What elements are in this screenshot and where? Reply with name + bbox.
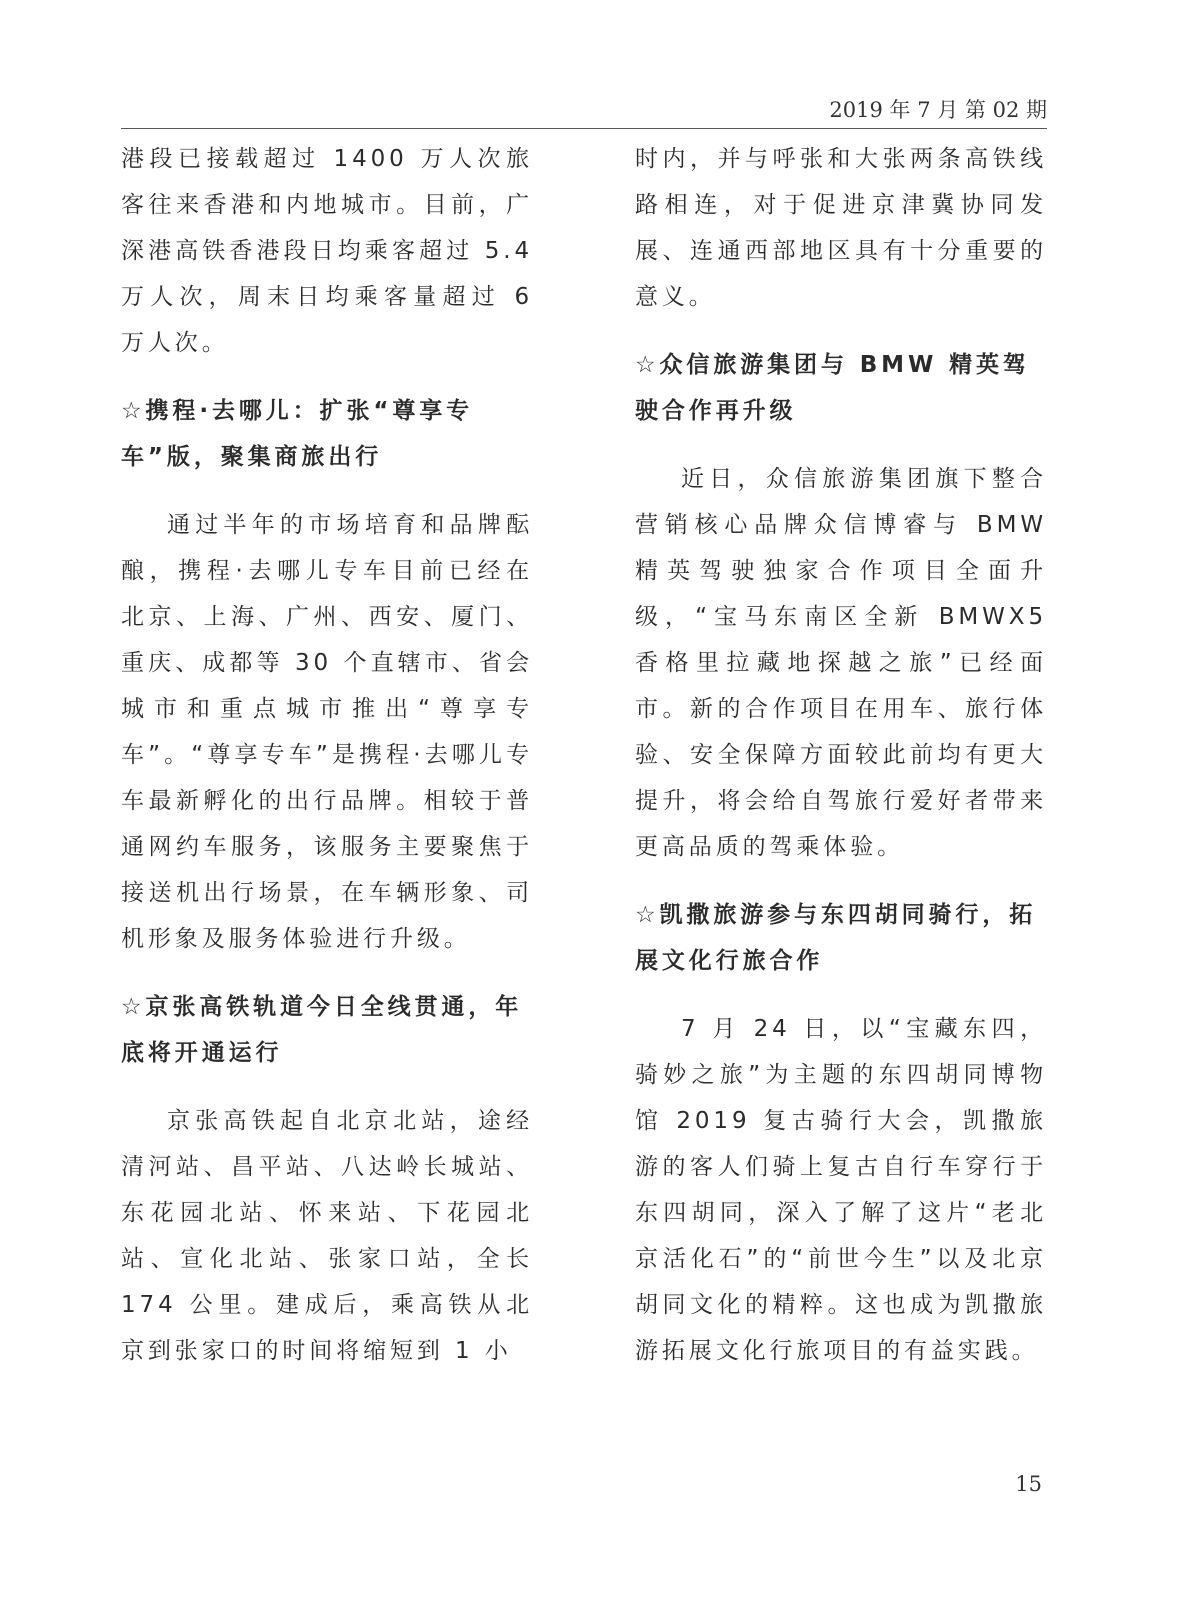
spacer — [635, 434, 1047, 456]
spacer — [121, 962, 533, 984]
intro-paragraph: 港段已接载超过 1400 万人次旅客往来香港和内地城市。目前，广深港高铁香港段日均乘客超过 5.4 万人次，周末日均乘客量超过 6 万人次。 — [121, 146, 533, 356]
article-body-utour: 近日，众信旅游集团旗下整合营销核心品牌众信博睿与 BMW 精英驾驶独家合作项目全面升级，“宝马东南区全新 BMWX5 香格里拉藏地探越之旅”已经面市。新的合作项目在用车、旅行体验、安全保障方面较此前均有更大提升，将会给自驾旅行爱好者带来更高品质的驾乘体验。 — [635, 466, 1047, 860]
article-body-ctrip: 通过半年的市场培育和品牌酝酿，携程·去哪儿专车目前已经在北京、上海、广州、西安、厦门、重庆、成都等 30 个直辖市、省会城市和重点城市推出“尊享专车”。“尊享专车”是携程·去哪儿专车最新孵化的出行品牌。相较于普通网约车服务，该服务主要聚焦于接送机出行场景，在车辆形象、司机形象及服务体验进行升级。 — [121, 512, 533, 952]
article-title-jingzhang: ☆京张高铁轨道今日全线贯通，年底将开通运行 — [121, 994, 523, 1066]
spacer — [121, 1076, 533, 1098]
spacer — [635, 870, 1047, 892]
spacer — [635, 984, 1047, 1006]
page-number: 15 — [1015, 1472, 1042, 1496]
right-column — [635, 136, 1047, 1374]
article-body-jingzhang: 京张高铁起自北京北站，途经清河站、昌平站、八达岭长城站、东花园北站、怀来站、下花园北站、宣化北站、张家口站，全长 174 公里。建成后，乘高铁从北京到张家口的时间将缩短到 1 小 — [121, 1108, 533, 1364]
left-column — [121, 136, 533, 1374]
article-body-caissa: 7 月 24 日，以“宝藏东四，骑妙之旅”为主题的东四胡同博物馆 2019 复古骑行大会，凯撒旅游的客人们骑上复古自行车穿行于东四胡同，深入了解了这片“老北京活化石”的“前世今生”以及北京胡同文化的精粹。这也成为凯撒旅游拓展文化行旅项目的有益实践。 — [635, 1016, 1047, 1364]
issue-header: 2019 年 7 月 第 02 期 — [829, 98, 1047, 122]
spacer — [121, 480, 533, 502]
article-title-ctrip: ☆携程·去哪儿：扩张“尊享专车”版，聚集商旅出行 — [121, 398, 474, 470]
continued-paragraph: 时内，并与呼张和大张两条高铁线路相连，对于促进京津冀协同发展、连通西部地区具有十分重要的意义。 — [635, 146, 1047, 310]
spacer — [121, 366, 533, 388]
article-title-utour: ☆众信旅游集团与 BMW 精英驾驶合作再升级 — [635, 352, 1030, 424]
spacer — [635, 320, 1047, 342]
article-title-caissa: ☆凯撒旅游参与东四胡同骑行，拓展文化行旅合作 — [635, 902, 1037, 974]
header-rule — [121, 128, 1047, 129]
